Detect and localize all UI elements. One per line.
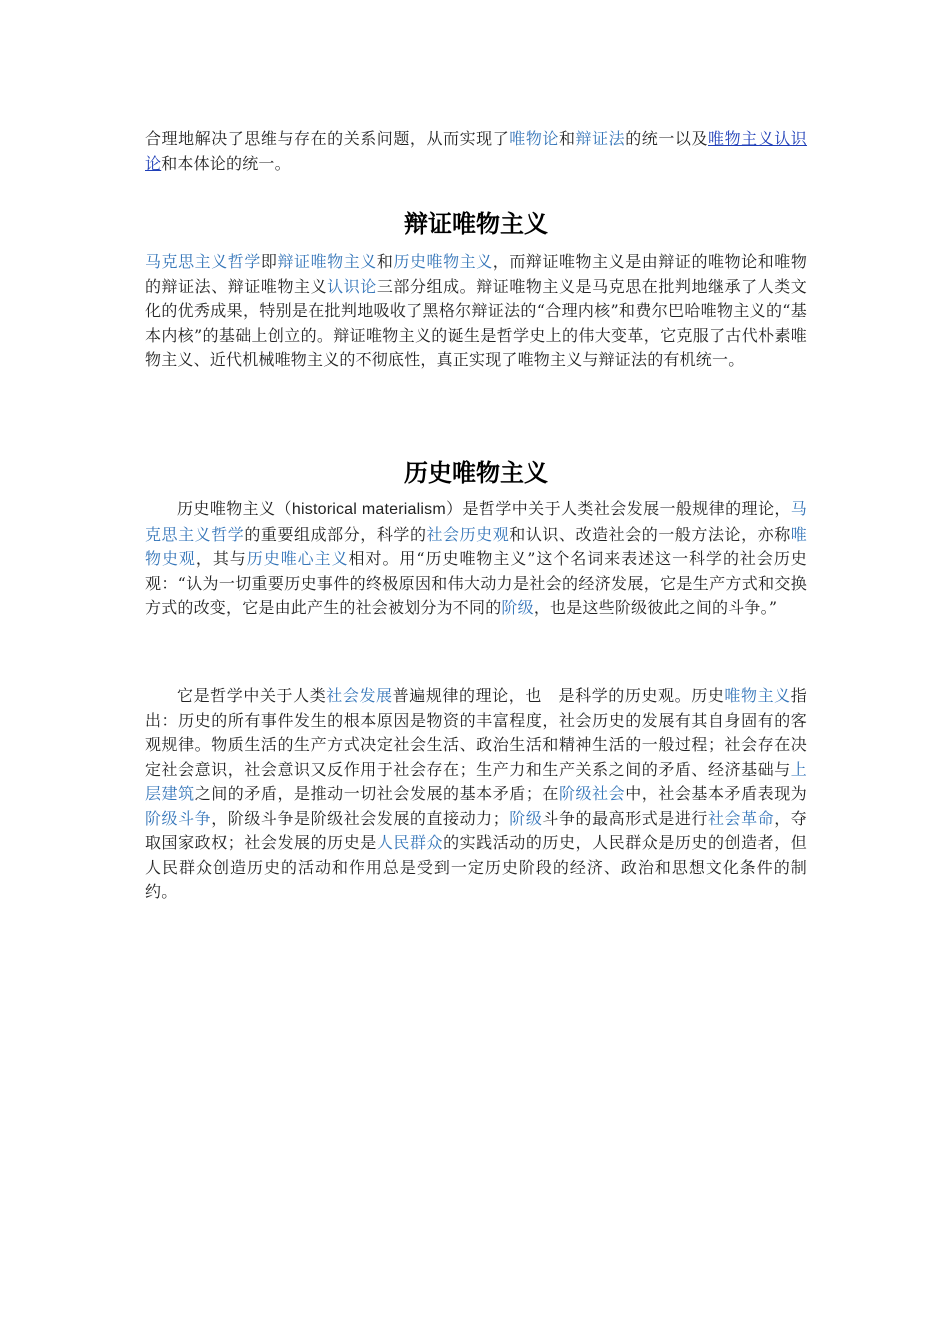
english-term: historical materialism	[291, 501, 446, 518]
link-class[interactable]: 阶级	[508, 808, 543, 828]
link-dialectics[interactable]: 辩证法	[575, 129, 626, 148]
section-heading-historical-materialism: 历史唯物主义	[404, 459, 548, 487]
text: 和	[376, 252, 394, 271]
text: 和认识、改造社会的一般方法论，亦称	[509, 524, 791, 544]
link-the-masses[interactable]: 人民群众	[376, 833, 444, 852]
section-heading-dialectical-materialism: 辩证唯物主义	[404, 210, 548, 238]
text: 的重要组成部分，科学的	[244, 524, 427, 544]
link-social-history-view[interactable]: 社会历史观	[426, 524, 510, 544]
link-materialism[interactable]: 唯物论	[509, 129, 559, 148]
link-social-development[interactable]: 社会发展	[326, 686, 393, 705]
text: 三部分组成。辩证唯物主义是马克思在批判地继承了人类文化的优秀成果，特别是在批判地吸收了黑格尔辩证法的“合理内核”和费尔巴哈唯物主义的“基本内核”的基础上创立的。辩证唯物主义的诞生是哲学史上的伟大变革，它克服了古代朴素唯物主义、近代机械唯物主义的不彻底性，真正实现了唯物主义与辩证法的有机统一。	[145, 276, 808, 369]
text: 它是哲学中关于人类	[177, 686, 327, 705]
text: 的统一以及	[625, 129, 709, 148]
text: ，阶级斗争是阶级社会发展的直接动力；	[211, 808, 509, 828]
link-historical-idealism[interactable]: 历史唯心主义	[246, 549, 349, 568]
text: 中，社会基本矛盾表现为	[625, 784, 807, 803]
link-marxist-philosophy[interactable]: 马克思主义哲学	[145, 499, 807, 544]
intro-paragraph	[145, 127, 807, 176]
text: ，也是这些阶级彼此之间的斗争。”	[533, 598, 778, 617]
link-materialist-epistemology[interactable]: 唯物主义认识论	[145, 129, 808, 173]
text: 之间的矛盾，是推动一切社会发展的基本矛盾；在	[194, 784, 559, 803]
link-class-struggle[interactable]: 阶级斗争	[145, 808, 212, 828]
text: 即	[260, 252, 278, 271]
text: 普遍规律的理论，也 是科学的历史观。历史	[392, 686, 725, 705]
dialectical-materialism-paragraph	[145, 250, 807, 373]
text: ，夺取国家政权；社会发展的历史是	[145, 808, 807, 852]
text: 的实践活动的历史，人民群众是历史的创造者，但人民群众创造历史的活动和作用总是受到一定历史阶段的经济、政治和思想文化条件的制约。	[145, 833, 807, 901]
link-epistemology[interactable]: 认识论	[327, 276, 377, 296]
link-materialist-view-of-history[interactable]: 唯物史观	[145, 524, 807, 568]
link-dialectical-materialism[interactable]: 辩证唯物主义	[277, 252, 377, 271]
text: 指出：历史的所有事件发生的根本原因是物资的丰富程度，社会历史的发展有其自身固有的客观规律。物质生活的生产方式决定社会生活、政治生活和精神生活的一般过程；社会存在决定社会意识，社会意识又反作用于社会存在；生产力和生产关系之间的矛盾、经济基础与	[145, 686, 807, 779]
text: ）是哲学中关于人类社会发展一般规律的理论，	[445, 499, 791, 518]
link-historical-materialism[interactable]: 历史唯物主义	[393, 252, 493, 271]
link-social-revolution[interactable]: 社会革命	[707, 808, 775, 828]
link-marxist-philosophy[interactable]: 马克思主义哲学	[145, 252, 261, 271]
text: 合理地解决了思维与存在的关系问题，从而实现了	[145, 129, 510, 148]
text: ，而辩证唯物主义是由辩证的唯物论和唯物的辩证法、辩证唯物主义	[145, 252, 808, 296]
text: ，其与	[195, 549, 247, 568]
text: 和本体论的统一。	[161, 153, 291, 173]
text: 和	[558, 129, 576, 148]
link-class-society[interactable]: 阶级社会	[558, 784, 626, 803]
link-class[interactable]: 阶级	[501, 598, 534, 617]
text: 历史唯物主义（	[177, 499, 292, 518]
historical-materialism-paragraph-2	[145, 684, 807, 905]
link-superstructure[interactable]: 上层建筑	[145, 759, 807, 803]
historical-materialism-paragraph-1	[145, 497, 807, 621]
text: 相对。用“历史唯物主义”这个名词来表述这一科学的社会历史观：“认为一切重要历史事件的终极原因和伟大动力是社会的经济发展，它是生产方式和交换方式的改变，它是由此产生的社会被划分为不同的	[145, 549, 808, 617]
text: 斗争的最高形式是进行	[542, 808, 708, 828]
link-materialism[interactable]: 唯物主义	[724, 686, 791, 705]
